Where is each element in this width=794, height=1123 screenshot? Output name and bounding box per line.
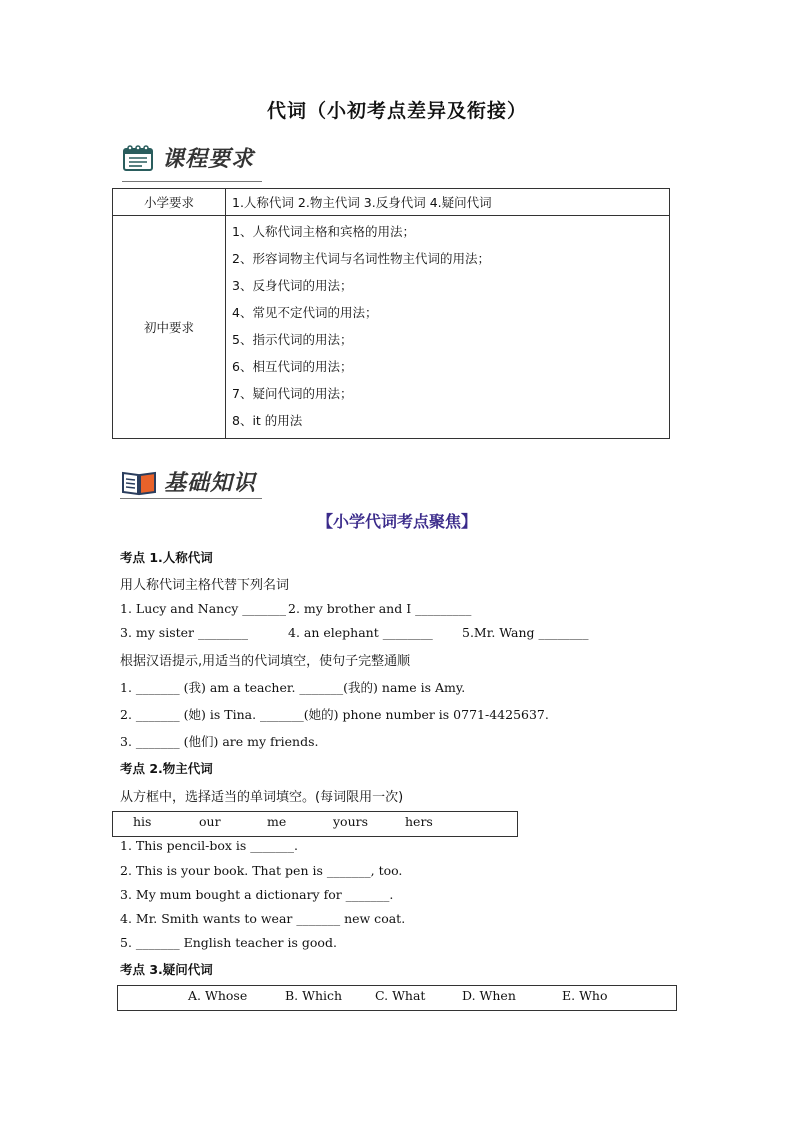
kp1-item: 2. my brother and I _________	[288, 601, 472, 616]
kp1-heading: 考点 1.人称代词	[120, 550, 213, 565]
basic-section-title: 基础知识	[164, 471, 257, 496]
middle-item: 1、人称代词主格和宾格的用法；	[232, 224, 415, 239]
kp1-item: 5.Mr. Wang ________	[462, 625, 589, 640]
focus-title: 【小学代词考点聚焦】	[316, 512, 477, 531]
word-box	[112, 811, 518, 837]
course-section-rule	[122, 181, 262, 182]
kp2-sentence: 1. This pencil-box is _______.	[120, 838, 299, 853]
word-option: hers	[405, 814, 433, 829]
basic-section-rule	[120, 498, 262, 499]
middle-item: 8、it 的用法	[232, 413, 303, 428]
kp1-item: 4. an elephant ________	[288, 625, 433, 640]
middle-item: 2、形容词物主代词与名词性物主代词的用法；	[232, 251, 490, 266]
middle-requirements-row	[113, 216, 670, 439]
word-option: his	[133, 814, 152, 829]
option-which: B. Which	[285, 988, 343, 1003]
course-section-header	[122, 142, 254, 173]
basic-section-header	[120, 466, 256, 497]
middle-item: 4、常见不定代词的用法；	[232, 305, 378, 320]
kp1-instruction: 根据汉语提示,用适当的代词填空，使句子完整通顺	[120, 654, 411, 669]
kp2-sentence: 3. My mum bought a dictionary for _______.	[120, 887, 394, 902]
middle-item: 5、指示代词的用法；	[232, 332, 353, 347]
middle-items	[226, 216, 670, 439]
kp3-heading: 考点 3.疑问代词	[120, 962, 213, 977]
kp2-heading: 考点 2.物主代词	[120, 761, 213, 776]
course-section-title: 课程要求	[162, 147, 255, 172]
middle-item: 6、相互代词的用法；	[232, 359, 353, 374]
middle-item: 7、疑问代词的用法；	[232, 386, 353, 401]
kp1-instruction: 用人称代词主格代替下列名词	[120, 578, 290, 593]
kp2-sentence: 5. _______ English teacher is good.	[120, 935, 337, 950]
primary-requirements-row	[113, 189, 670, 216]
kp1-item: 3. my sister ________	[120, 625, 248, 640]
option-when: D. When	[462, 988, 516, 1003]
word-option: our	[199, 814, 221, 829]
option-what: C. What	[375, 988, 426, 1003]
option-whose: A. Whose	[188, 988, 248, 1003]
kp2-sentence: 4. Mr. Smith wants to wear _______ new coat.	[120, 911, 406, 926]
options-box	[117, 985, 677, 1011]
word-option: me	[267, 814, 287, 829]
word-option: yours	[333, 814, 369, 829]
kp2-sentence: 2. This is your book. That pen is _______, too.	[120, 863, 403, 878]
middle-item: 3、反身代词的用法；	[232, 278, 353, 293]
kp1-sentence: 2. _______ (她) is Tina. _______(她的) phone number is 0771-4425637.	[120, 707, 549, 722]
middle-label: 初中要求	[113, 216, 226, 439]
primary-text: 1.人称代词 2.物主代词 3.反身代词 4.疑问代词	[226, 189, 670, 216]
open-book-icon	[120, 468, 158, 496]
primary-label: 小学要求	[113, 189, 226, 216]
page-title: 代词（小初考点差异及衔接）	[266, 100, 527, 122]
requirements-table	[112, 188, 670, 439]
kp1-sentence: 3. _______ (他们) are my friends.	[120, 734, 319, 749]
option-who: E. Who	[562, 988, 608, 1003]
kp1-sentence: 1. _______ (我) am a teacher. _______(我的) name is Amy.	[120, 680, 466, 695]
kp2-instruction: 从方框中，选择适当的单词填空。(每词限用一次)	[120, 790, 404, 805]
kp1-item: 1. Lucy and Nancy _______	[120, 601, 286, 616]
notepad-icon	[122, 144, 156, 172]
